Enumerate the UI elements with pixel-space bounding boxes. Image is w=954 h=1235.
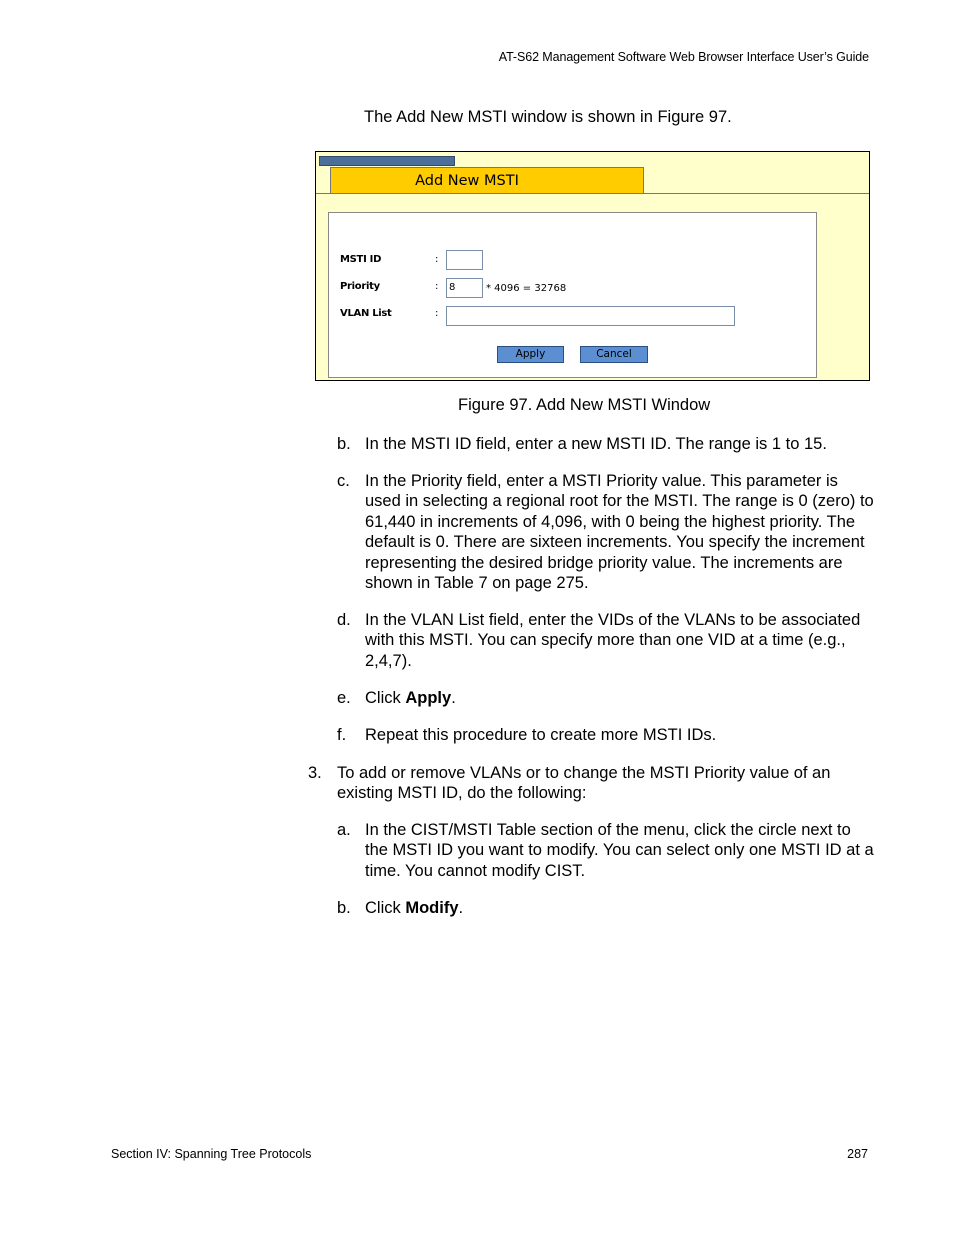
list-text [365, 688, 875, 708]
text-prefix: Click [365, 689, 406, 707]
apply-term: Apply [405, 689, 452, 707]
footer-section: Section IV: Spanning Tree Protocols [111, 1147, 312, 1161]
figure-caption: Figure 97. Add New MSTI Window [458, 396, 711, 414]
text-suffix: . [451, 689, 456, 707]
text-prefix: Click [365, 899, 406, 917]
list-marker: e. [337, 689, 351, 707]
priority-label: Priority [340, 281, 380, 292]
intro-paragraph: The Add New MSTI window is shown in Figure 97. [364, 108, 732, 126]
vlan-list-colon: : [435, 308, 439, 319]
list-text: In the VLAN List field, enter the VIDs of the VLANs to be associated with this MSTI. You can specify more than one VID at a time (e.g., 2,4,7). [365, 611, 861, 670]
priority-multiplier-text: * 4096 = 32768 [486, 283, 567, 294]
priority-colon: : [435, 281, 439, 292]
tab-divider [316, 193, 869, 194]
list-marker: b. [337, 899, 351, 917]
msti-id-label: MSTI ID [340, 254, 382, 265]
list-text: In the CIST/MSTI Table section of the menu, click the circle next to the MSTI ID you want to modify. You can select only one MSTI ID at a time. You cannot modify CIST. [365, 821, 874, 880]
window-title-bar [319, 156, 455, 166]
add-new-msti-window [315, 151, 870, 381]
list-text: To add or remove VLANs or to change the MSTI Priority value of an existing MSTI ID, do the following: [337, 764, 831, 803]
vlan-list-label: VLAN List [340, 308, 392, 319]
list-text: In the MSTI ID field, enter a new MSTI ID. The range is 1 to 15. [365, 435, 827, 453]
list-text: In the Priority field, enter a MSTI Priority value. This parameter is used in selecting a regional root for the MSTI. The range is 0 (zero) to 61,440 in increments of 4,096, with 0 being the highest priority. The default is 0. There are sixteen increments. You specify the increment representing the desired bridge priority value. The increments are shown in Table 7 on page 275. [365, 472, 874, 593]
list-text: Repeat this procedure to create more MSTI IDs. [365, 726, 717, 744]
text-suffix: . [458, 899, 464, 917]
vlan-list-input[interactable] [446, 306, 735, 326]
list-marker: a. [337, 821, 351, 839]
list-marker: d. [337, 611, 351, 629]
list-marker: f. [337, 726, 347, 744]
list-marker: b. [337, 435, 351, 453]
priority-input[interactable]: 8 [446, 278, 483, 298]
list-marker: c. [337, 472, 350, 490]
list-marker: 3. [308, 764, 322, 782]
tab-add-new-msti[interactable]: Add New MSTI [330, 167, 644, 193]
cancel-button[interactable]: Cancel [580, 346, 648, 363]
form-panel [328, 212, 817, 378]
list-text [365, 898, 875, 918]
msti-id-colon: : [435, 254, 439, 265]
msti-id-input[interactable] [446, 250, 483, 270]
running-header: AT-S62 Management Software Web Browser Interface User’s Guide [498, 50, 869, 64]
modify-term: Modify [405, 899, 459, 917]
apply-button[interactable]: Apply [497, 346, 564, 363]
page-number: 287 [847, 1147, 868, 1161]
